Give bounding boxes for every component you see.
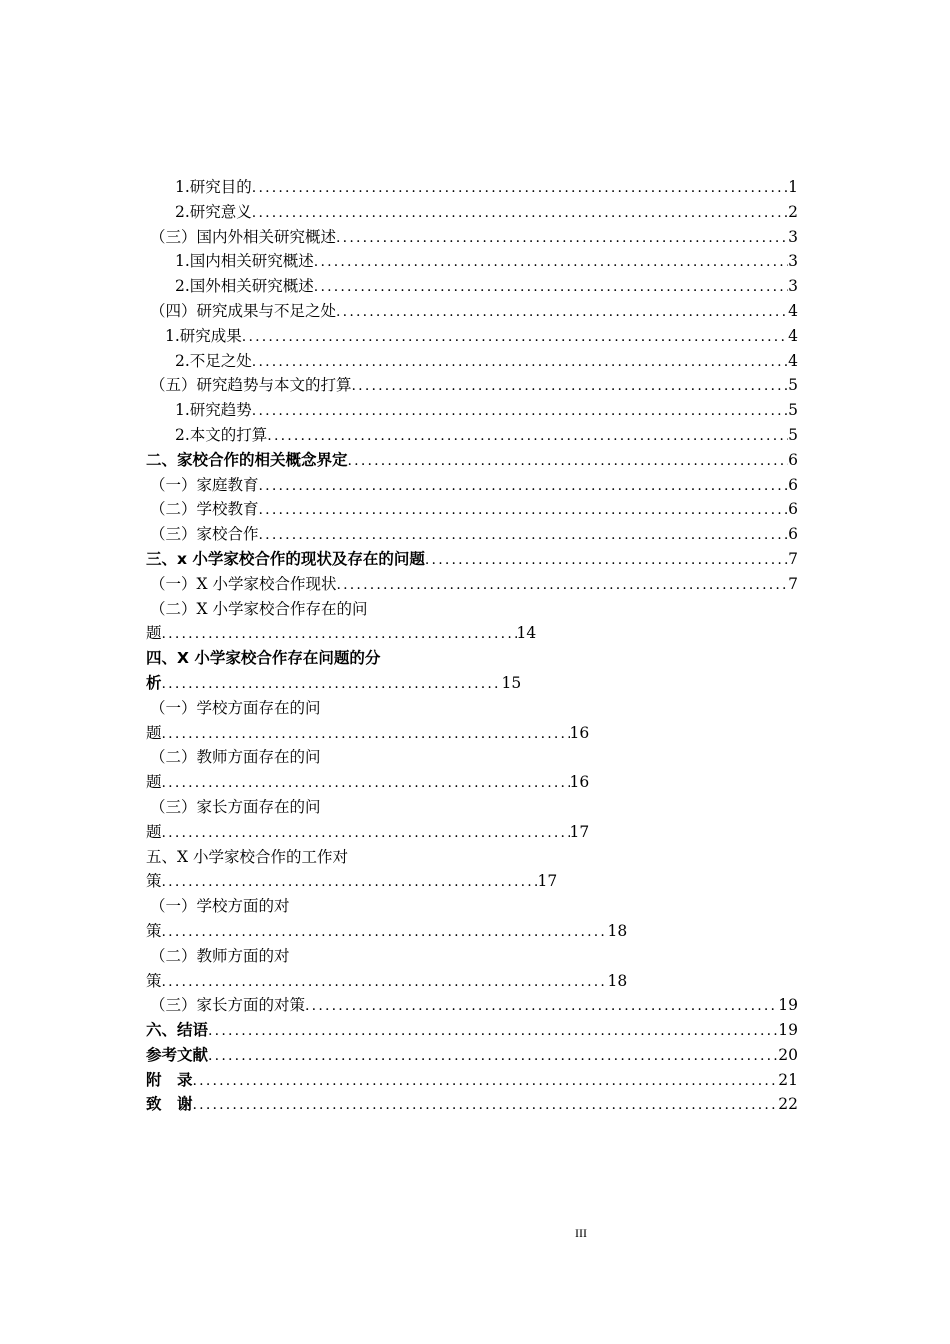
toc-page-number: 22 <box>778 1095 798 1114</box>
toc-leader <box>252 176 788 200</box>
toc-entry-continuation[interactable] <box>146 621 798 646</box>
toc-page-number: 17 <box>569 822 590 841</box>
toc-leader <box>314 250 788 274</box>
toc-entry-label: 题 <box>146 723 162 742</box>
toc-entry-continuation[interactable] <box>146 919 798 944</box>
toc-entry-label: （三）家长方面存在的问 <box>150 797 321 816</box>
toc-leader <box>208 1019 778 1043</box>
toc-entry-label: 题 <box>146 773 162 792</box>
toc-page-number: 5 <box>788 401 798 420</box>
toc-leader <box>425 548 788 572</box>
toc-page-number: 16 <box>569 723 590 742</box>
toc-entry[interactable] <box>146 225 798 250</box>
toc-page-number: 18 <box>607 921 628 940</box>
toc-leader <box>267 424 788 448</box>
toc-leader <box>208 1044 778 1068</box>
toc-entry[interactable] <box>146 993 798 1018</box>
toc-chapter-entry-wrapped[interactable] <box>146 845 798 870</box>
toc-entry-label: 1.国内相关研究概述 <box>175 252 314 271</box>
toc-entry-label: （一）学校方面的对 <box>150 897 290 916</box>
toc-entry-label: 2.国外相关研究概述 <box>175 277 314 296</box>
toc-entry-continuation[interactable] <box>146 770 798 795</box>
toc-leader <box>252 201 788 225</box>
toc-page-number: 4 <box>788 301 798 320</box>
toc-entry-label: 三、x 小学家校合作的现状及存在的问题 <box>146 549 425 568</box>
toc-leader <box>193 1093 779 1117</box>
toc-page-number: 1 <box>788 178 798 196</box>
toc-page-number: 20 <box>778 1045 798 1064</box>
toc-leader <box>193 1069 779 1093</box>
footer-page-number: III <box>575 1226 587 1240</box>
table-of-contents <box>146 175 798 1117</box>
toc-entry-label: （二）教师方面存在的问 <box>150 748 321 767</box>
toc-entry-label: 题 <box>146 822 162 841</box>
toc-entry[interactable] <box>146 373 798 398</box>
toc-page-number: 2 <box>788 202 798 221</box>
toc-entry[interactable] <box>146 423 798 448</box>
toc-leader <box>348 449 789 473</box>
toc-entry-wrapped[interactable] <box>146 597 798 622</box>
toc-leader <box>162 821 570 845</box>
toc-entry-label: 题 <box>146 624 162 643</box>
toc-leader <box>336 300 788 324</box>
toc-entry-wrapped[interactable] <box>146 894 798 919</box>
toc-page-number: 7 <box>788 574 798 593</box>
toc-entry-label: 1.研究趋势 <box>175 401 252 420</box>
toc-leader <box>336 226 788 250</box>
toc-entry-wrapped[interactable] <box>146 696 798 721</box>
toc-entry-wrapped[interactable] <box>146 745 798 770</box>
toc-leader <box>242 325 788 349</box>
toc-leader <box>162 771 570 795</box>
toc-entry[interactable] <box>146 473 798 498</box>
toc-entry-continuation[interactable] <box>146 869 798 894</box>
toc-page-number: 4 <box>788 351 798 370</box>
toc-chapter-entry[interactable] <box>146 1043 798 1068</box>
toc-entry[interactable] <box>146 349 798 374</box>
toc-page-number: 6 <box>788 525 798 544</box>
toc-entry-continuation[interactable] <box>146 671 798 696</box>
toc-entry-label: 六、结语 <box>146 1021 209 1040</box>
toc-entry-label: （一）学校方面存在的问 <box>150 698 321 717</box>
toc-entry-label: 致 谢 <box>146 1095 193 1114</box>
toc-page-number: 6 <box>788 450 798 469</box>
toc-entry[interactable] <box>146 175 798 200</box>
toc-entry-label: （一）家庭教育 <box>150 475 259 494</box>
toc-entry-label: （四）研究成果与不足之处 <box>150 301 337 320</box>
toc-entry-label: （五）研究趋势与本文的打算 <box>150 376 352 395</box>
toc-entry-label: 析 <box>146 673 162 692</box>
toc-entry[interactable] <box>146 299 798 324</box>
toc-page-number: 7 <box>788 549 798 568</box>
toc-chapter-entry[interactable] <box>146 448 798 473</box>
toc-entry-label: 策 <box>146 921 162 940</box>
toc-entry-label: 2.研究意义 <box>175 202 252 221</box>
toc-leader <box>259 498 789 522</box>
toc-leader <box>305 994 778 1018</box>
toc-entry-label: （三）家长方面的对策 <box>150 996 306 1015</box>
toc-entry-continuation[interactable] <box>146 969 798 994</box>
toc-entry-label: 策 <box>146 872 162 891</box>
toc-chapter-entry[interactable] <box>146 547 798 572</box>
toc-page-number: 14 <box>516 624 537 643</box>
toc-chapter-entry[interactable] <box>146 1018 798 1043</box>
toc-page-number: 6 <box>788 500 798 519</box>
toc-entry-label: 1.研究目的 <box>175 178 252 196</box>
toc-leader <box>259 523 789 547</box>
toc-leader <box>336 573 788 597</box>
toc-page-number: 3 <box>788 277 798 296</box>
toc-chapter-entry-wrapped[interactable] <box>146 646 798 671</box>
toc-page-number: 3 <box>788 227 798 246</box>
toc-page-number: 3 <box>788 252 798 271</box>
toc-entry-label: （二）教师方面的对 <box>150 946 290 965</box>
toc-entry[interactable] <box>146 497 798 522</box>
toc-leader <box>162 920 608 944</box>
toc-entry-label: 附 录 <box>146 1070 193 1089</box>
toc-entry-wrapped[interactable] <box>146 795 798 820</box>
toc-page-number: 5 <box>788 425 798 444</box>
toc-entry-label: （二）X 小学家校合作存在的问 <box>150 599 368 618</box>
toc-leader <box>162 722 570 746</box>
toc-page-number: 19 <box>778 996 798 1015</box>
toc-entry-label: 二、家校合作的相关概念界定 <box>146 450 348 469</box>
toc-leader <box>259 474 789 498</box>
toc-entry[interactable] <box>146 572 798 597</box>
toc-entry-label: （三）家校合作 <box>150 525 259 544</box>
toc-page-number: 17 <box>537 872 558 891</box>
toc-leader <box>252 350 788 374</box>
toc-entry-label: 2.不足之处 <box>175 351 252 370</box>
toc-leader <box>162 622 517 646</box>
toc-page-number: 19 <box>778 1021 798 1040</box>
toc-entry[interactable] <box>146 274 798 299</box>
toc-entry-label: （二）学校教育 <box>150 500 259 519</box>
toc-page-number: 18 <box>607 971 628 990</box>
toc-leader <box>162 970 608 994</box>
toc-entry-label: 1.研究成果 <box>165 326 242 345</box>
toc-chapter-entry[interactable] <box>146 1092 798 1117</box>
toc-entry[interactable] <box>146 249 798 274</box>
toc-entry-label: （一）X 小学家校合作现状 <box>150 574 337 593</box>
toc-leader <box>162 870 538 894</box>
toc-entry-continuation[interactable] <box>146 820 798 845</box>
toc-entry[interactable] <box>146 398 798 423</box>
toc-entry[interactable] <box>146 324 798 349</box>
toc-entry[interactable] <box>146 200 798 225</box>
toc-entry-label: 五、X 小学家校合作的工作对 <box>146 847 348 866</box>
toc-entry-label: 策 <box>146 971 162 990</box>
toc-page-number: 15 <box>501 673 522 692</box>
toc-leader <box>252 399 788 423</box>
toc-leader <box>162 672 502 696</box>
toc-page-number: 6 <box>788 475 798 494</box>
toc-entry-label: 参考文献 <box>146 1045 209 1064</box>
toc-entry-continuation[interactable] <box>146 721 798 746</box>
toc-page-number: 5 <box>788 376 798 395</box>
toc-entry-label: （三）国内外相关研究概述 <box>150 227 337 246</box>
toc-entry[interactable] <box>146 522 798 547</box>
toc-leader <box>352 374 789 398</box>
toc-chapter-entry[interactable] <box>146 1068 798 1093</box>
toc-page-number: 16 <box>569 773 590 792</box>
toc-leader <box>314 275 788 299</box>
toc-entry-wrapped[interactable] <box>146 944 798 969</box>
toc-page-number: 4 <box>788 326 798 345</box>
toc-page-number: 21 <box>778 1070 798 1089</box>
toc-entry-label: 2.本文的打算 <box>175 425 268 444</box>
toc-entry-label: 四、X 小学家校合作存在问题的分 <box>146 649 381 668</box>
